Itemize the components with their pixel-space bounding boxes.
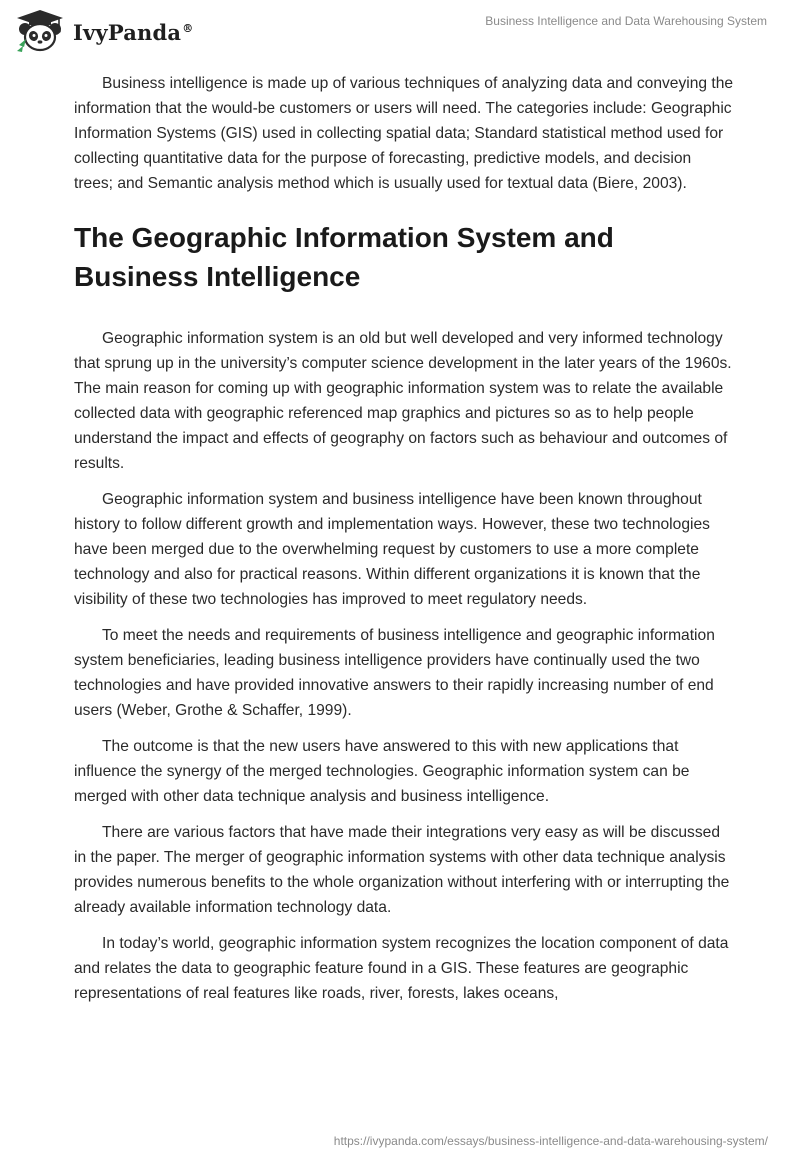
source-url-link[interactable]: https://ivypanda.com/essays/business-intelligence-and-data-warehousing-system/ [333,1134,768,1148]
panda-graduation-cap-icon [15,9,65,53]
section-heading: The Geographic Information System and Business Intelligence [74,222,614,292]
essay-body [74,71,734,1017]
intro-paragraph: Business intelligence is made up of various techniques of analyzing data and conveying the information that the would-be customers or users will need. The categories include: Geographic Information Systems (GIS) used in collecting spatial data; Standard statistical method used for collecting quantitative data for the purpose of forecasting, predictive models, and decision trees; and Semantic analysis method which is usually used for textual data (Biere, 2003). [74,75,734,192]
body-paragraph: Geographic information system is an old but well developed and very informed technology that sprung up in the university’s computer science development in the later years of the 1960s. The main reason for coming up with geographic information system was to relate the available collected data with geographic referenced map graphics and pictures so as to help people understand the impact and effects of geography on factors such as behaviour and outcomes of results. [74,330,732,472]
body-paragraph: Geographic information system and business intelligence have been known throughout history to follow different growth and implementation ways. However, these two technologies have been merged due to the overwhelming request by customers to use a more complete technology and also for practical reasons. Within different organizations it is known that the visibility of these two technologies has improved to meet regulatory needs. [74,491,710,608]
brand-logo[interactable] [15,9,193,53]
body-paragraph: To meet the needs and requirements of business intelligence and geographic information system beneficiaries, leading business intelligence providers have continually used the two technologies and have provided innovative answers to their rapidly increasing number of end users (Weber, Grothe & Schaffer, 1999). [74,627,715,719]
body-paragraph: There are various factors that have made their integrations very easy as will be discussed in the paper. The merger of geographic information systems with other data technique analysis provides numerous benefits to the whole organization without interfering with or interrupting the already available information technology data. [74,824,730,916]
registered-mark: ® [182,21,194,35]
body-paragraph: In today’s world, geographic information system recognizes the location component of data and relates the data to geographic feature found in a GIS. These features are geographic representations of real features like roads, river, forests, lakes oceans, [74,935,729,1002]
brand-name: IvyPanda® [73,19,194,45]
page-header [0,0,800,60]
document-title: Business Intelligence and Data Warehousing System [485,14,767,28]
body-paragraph: The outcome is that the new users have answered to this with new applications that influence the synergy of the merged technologies. Geographic information system can be merged with other data technique analysis and business intelligence. [74,738,690,805]
